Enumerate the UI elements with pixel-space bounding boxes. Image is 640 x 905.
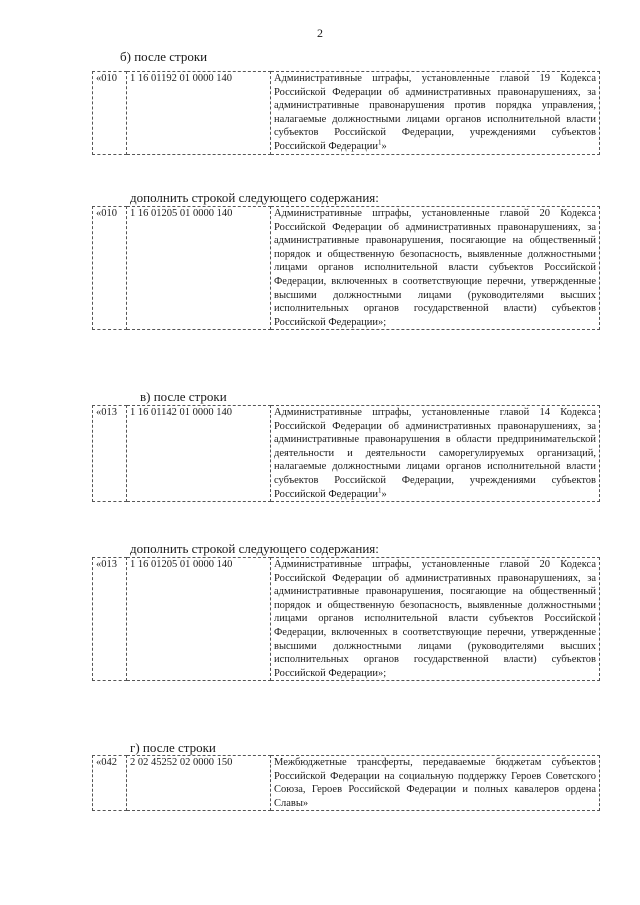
kbk-code-cell: 1 16 01205 01 0000 140 [127,558,271,681]
kbk-code-cell: 1 16 01142 01 0000 140 [127,406,271,502]
footnote-mark: 1 [377,486,382,495]
amendment-table [92,557,600,681]
amendment-table [92,206,600,330]
table-row [93,72,600,155]
kbk-code-cell: 1 16 01192 01 0000 140 [127,72,271,155]
closing-quote: » [381,488,387,500]
section-heading: дополнить строкой следующего содержания: [130,190,379,205]
description-text: Административные штрафы, установленные главой 14 Кодекса Российской Федерации об административных правонарушениях, за административные правонарушения в области предпринимательской деятельности и деятельности саморегулируемых организаций, налагаемые должностными лицами органов исполнительной власти субъектов Российской Федерации, учреждениями субъектов Российской Федерации [274,407,596,500]
admin-code-cell: «010 [93,207,127,330]
description-cell: Административные штрафы, установленные главой 20 Кодекса Российской Федерации об административных правонарушениях, за административные правонарушения, посягающие на общественный порядок и общественную безопасность, выявленные должностными лицами органов исполнительной власти субъектов Российской Федерации, включенных в соответствующие перечни, утвержденные высшими должностными лицами (руководителями высших исполнительных органов государственной власти) субъектов Российской Федерации»; [271,558,600,681]
kbk-code-cell: 1 16 01205 01 0000 140 [127,207,271,330]
admin-code-cell: «042 [93,756,127,811]
closing-quote: » [381,140,387,152]
description-cell [271,72,600,155]
page-number: 2 [317,26,323,40]
footnote-mark: 1 [377,138,382,147]
kbk-code-cell: 2 02 45252 02 0000 150 [127,756,271,811]
table-row [93,207,600,330]
section-heading: г) после строки [130,740,216,755]
description-cell: Административные штрафы, установленные главой 20 Кодекса Российской Федерации об административных правонарушениях, за административные правонарушения, посягающие на общественный порядок и общественную безопасность, выявленные должностными лицами органов исполнительной власти субъектов Российской Федерации, включенных в соответствующие перечни, утвержденные высшими должностными лицами (руководителями высших исполнительных органов государственной власти) субъектов Российской Федерации»; [271,207,600,330]
amendment-table [92,405,600,502]
amendment-table [92,755,600,811]
admin-code-cell: «010 [93,72,127,155]
amendment-table [92,71,600,155]
description-cell [271,406,600,502]
section-heading: в) после строки [140,389,227,404]
description-cell: Межбюджетные трансферты, передаваемые бюджетам субъектов Российской Федерации на социальную поддержку Героев Советского Союза, Героев Российской Федерации и полных кавалеров ордена Славы» [271,756,600,811]
admin-code-cell: «013 [93,406,127,502]
table-row [93,406,600,502]
section-heading: б) после строки [120,49,208,64]
admin-code-cell: «013 [93,558,127,681]
description-text: Административные штрафы, установленные главой 19 Кодекса Российской Федерации об административных правонарушениях, за административные правонарушения против порядка управления, налагаемые должностными лицами органов исполнительной власти субъектов Российской Федерации, учреждениями субъектов Российской Федерации [274,73,596,152]
section-heading: дополнить строкой следующего содержания: [130,541,379,556]
table-row [93,756,600,811]
table-row [93,558,600,681]
